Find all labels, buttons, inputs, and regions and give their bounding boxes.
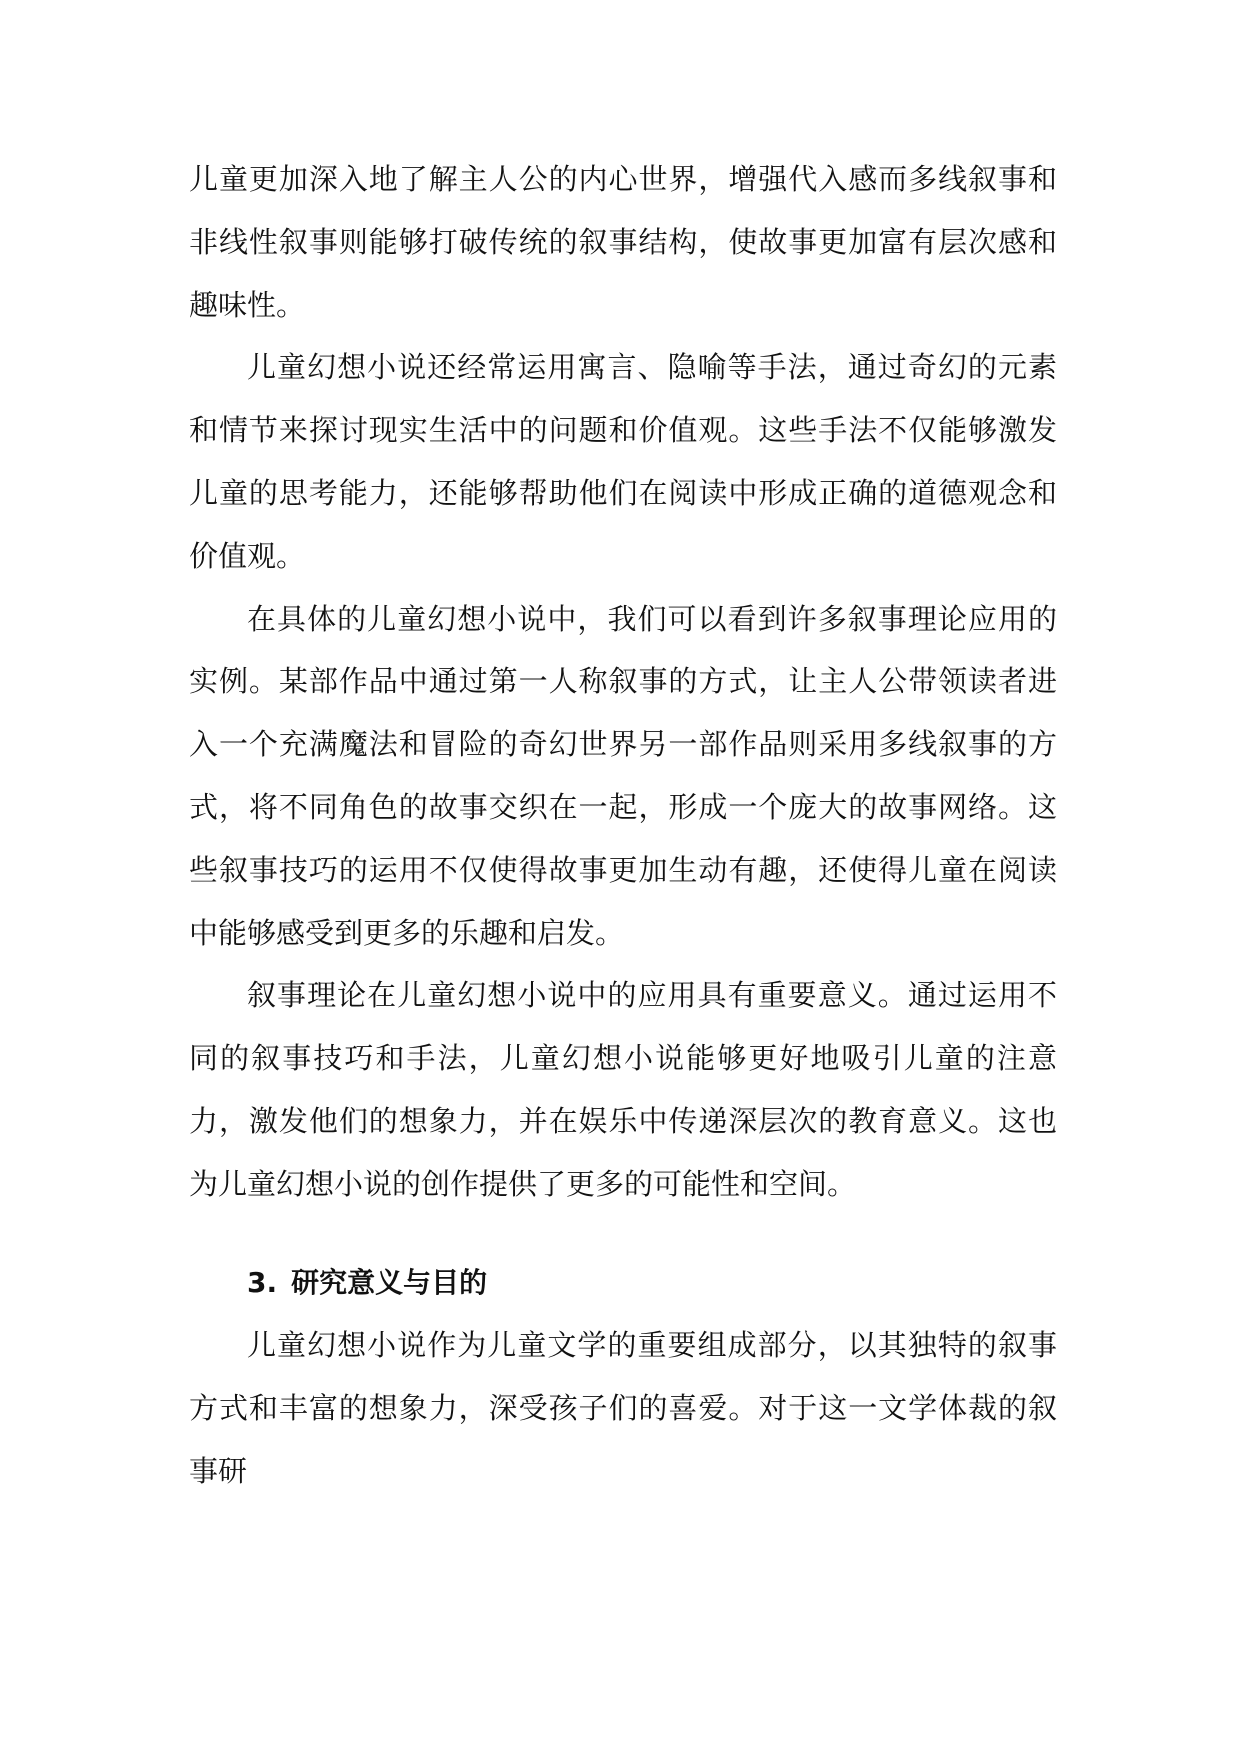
paragraph-5: 儿童幻想小说作为儿童文学的重要组成部分，以其独特的叙事方式和丰富的想象力，深受孩子们的喜爱。对于这一文学体裁的叙事研 bbox=[189, 1328, 1057, 1488]
document-body bbox=[189, 148, 1057, 1503]
paragraph-1: 儿童更加深入地了解主人公的内心世界，增强代入感而多线叙事和非线性叙事则能够打破传统的叙事结构，使故事更加富有层次感和趣味性。 bbox=[189, 162, 1057, 322]
paragraph-2: 儿童幻想小说还经常运用寓言、隐喻等手法，通过奇幻的元素和情节来探讨现实生活中的问题和价值观。这些手法不仅能够激发儿童的思考能力，还能够帮助他们在阅读中形成正确的道德观念和价值观。 bbox=[189, 350, 1057, 573]
paragraph-4: 叙事理论在儿童幻想小说中的应用具有重要意义。通过运用不同的叙事技巧和手法，儿童幻想小说能够更好地吸引儿童的注意力，激发他们的想象力，并在娱乐中传递深层次的教育意义。这也为儿童幻想小说的创作提供了更多的可能性和空间。 bbox=[189, 978, 1057, 1201]
section-heading bbox=[189, 1252, 1057, 1315]
paragraph-3: 在具体的儿童幻想小说中，我们可以看到许多叙事理论应用的实例。某部作品中通过第一人称叙事的方式，让主人公带领读者进入一个充满魔法和冒险的奇幻世界另一部作品则采用多线叙事的方式，将不同角色的故事交织在一起，形成一个庞大的故事网络。这些叙事技巧的运用不仅使得故事更加生动有趣，还使得儿童在阅读中能够感受到更多的乐趣和启发。 bbox=[189, 601, 1057, 950]
section-title: 研究意义与目的 bbox=[291, 1265, 488, 1299]
section-number: 3. bbox=[247, 1265, 278, 1299]
